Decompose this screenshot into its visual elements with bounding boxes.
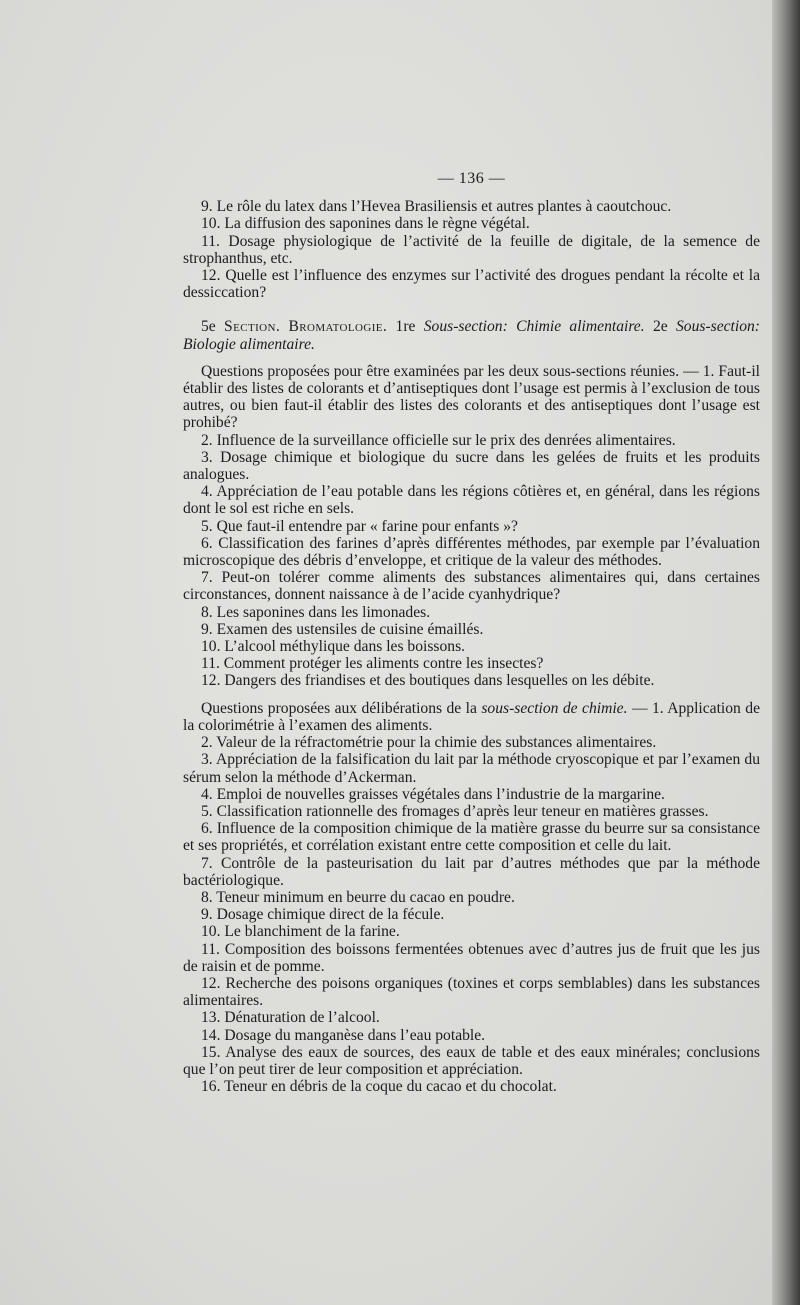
list-item: 8. Teneur minimum en beurre du cacao en poudre.	[201, 888, 515, 906]
list-item: 16. Teneur en débris de la coque du cacao et du chocolat.	[201, 1078, 557, 1096]
joint-questions-intro: Questions proposées pour être examinées par les deux sous-sections réunies. — 1. Faut-il établir des listes de colorants et d’antiseptiques dont l’usage est permis à l’exclusion de tous autres, ou bien faut-il établir des listes des colorants et des antiseptiques dont l’usage est prohibé?	[183, 362, 760, 432]
section-number: 5e	[201, 318, 216, 336]
list-item: 9. Dosage chimique direct de la fécule.	[201, 906, 445, 924]
list-item: 12. Recherche des poisons organiques (toxines et corps semblables) dans les substances alimentaires.	[183, 974, 760, 1010]
list-item: 10. Le blanchiment de la farine.	[201, 923, 400, 941]
list-item: 3. Appréciation de la falsification du lait par la méthode cryoscopique et par l’examen du sérum selon la méthode d’Ackerman.	[183, 751, 760, 786]
chimie-intro-emphasis: sous-section de chimie.	[481, 699, 628, 717]
list-item: 11. Dosage physiologique de l’activité de la feuille de digitale, de la semence de strophanthus, etc.	[183, 232, 760, 267]
subsection-1-number: 1re	[395, 318, 416, 336]
list-item: 7. Contrôle de la pasteurisation du lait par d’autres méthodes que par la méthode bactériologique.	[183, 854, 760, 889]
spacer	[183, 301, 760, 318]
list-item: 9. Examen des ustensiles de cuisine émaillés.	[201, 620, 484, 638]
list-item: 6. Influence de la composition chimique de la matière grasse du beurre sur sa consistance et ses propriétés, et corrélation existant entre cette composition et celle du lait.	[183, 820, 760, 855]
list-item: 6. Classification des farines d’après différentes méthodes, par exemple par l’évaluation microscopique des débris d’enveloppe, et critique de la valeur des méthodes.	[183, 534, 760, 570]
list-item: 12. Dangers des friandises et des boutiques dans lesquelles on les débite.	[201, 672, 655, 690]
list-item: 8. Les saponines dans les limonades.	[201, 603, 431, 621]
list-item: 5. Classification rationnelle des fromages d’après leur teneur en matières grasses.	[201, 802, 709, 820]
section-label: Section.	[224, 318, 281, 336]
list-item: 10. L’alcool méthylique dans les boissons.	[201, 638, 466, 656]
chimie-intro-end: — 1. Application de la colorimétrie à l’examen des aliments.	[183, 699, 760, 734]
page-edge-shadow	[772, 0, 800, 1305]
subsection-1-title: Sous-section: Chimie alimentaire.	[423, 318, 645, 336]
list-item: 2. Influence de la surveillance officielle sur le prix des denrées alimentaires.	[201, 431, 676, 449]
list-item: 14. Dosage du manganèse dans l’eau potable.	[201, 1026, 486, 1044]
list-item: 13. Dénaturation de l’alcool.	[201, 1009, 380, 1027]
list-item: 4. Emploi de nouvelles graisses végétales dans l’industrie de la margarine.	[201, 785, 665, 803]
list-item: 15. Analyse des eaux de sources, des eaux de table et des eaux minérales; conclusions que l’on peut tirer de leur composition et appréciation.	[183, 1043, 760, 1078]
list-item: 11. Comment protéger les aliments contre les insectes?	[201, 655, 544, 673]
page-text	[183, 170, 760, 1095]
chimie-questions-intro	[183, 700, 760, 734]
list-item: 4. Appréciation de l’eau potable dans les régions côtières et, en général, dans les régions dont le sol est riche en sels.	[183, 483, 760, 518]
subsection-2-number: 2e	[652, 318, 668, 336]
list-item: 9. Le rôle du latex dans l’Hevea Brasiliensis et autres plantes à caoutchouc.	[201, 198, 672, 216]
section-name: Bromatologie.	[288, 318, 388, 336]
list-item: 5. Que faut-il entendre par « farine pour enfants »?	[201, 517, 518, 535]
spacer	[183, 690, 760, 700]
list-item: 7. Peut-on tolérer comme aliments des substances alimentaires qui, dans certaines circonstances, donnent naissance à de l’acide cyanhydrique?	[183, 569, 760, 604]
section-heading	[183, 318, 760, 352]
spacer	[183, 353, 760, 363]
page-number: — 136 —	[437, 170, 506, 187]
chimie-intro-start: Questions proposées aux délibérations de la	[201, 699, 477, 717]
list-item: 10. La diffusion des saponines dans le règne végétal.	[201, 215, 530, 233]
list-item: 11. Composition des boissons fermentées obtenues avec d’autres jus de fruit que les jus de raisin et de pomme.	[183, 940, 760, 975]
subsection-2-title: Sous-section: Biologie alimentaire.	[183, 318, 760, 353]
list-item: 3. Dosage chimique et biologique du sucre dans les gelées de fruits et les produits analogues.	[183, 448, 760, 484]
list-item: 2. Valeur de la réfractométrie pour la chimie des substances alimentaires.	[201, 734, 657, 752]
list-item: 12. Quelle est l’influence des enzymes sur l’activité des drogues pendant la récolte et la dessiccation?	[183, 267, 760, 302]
